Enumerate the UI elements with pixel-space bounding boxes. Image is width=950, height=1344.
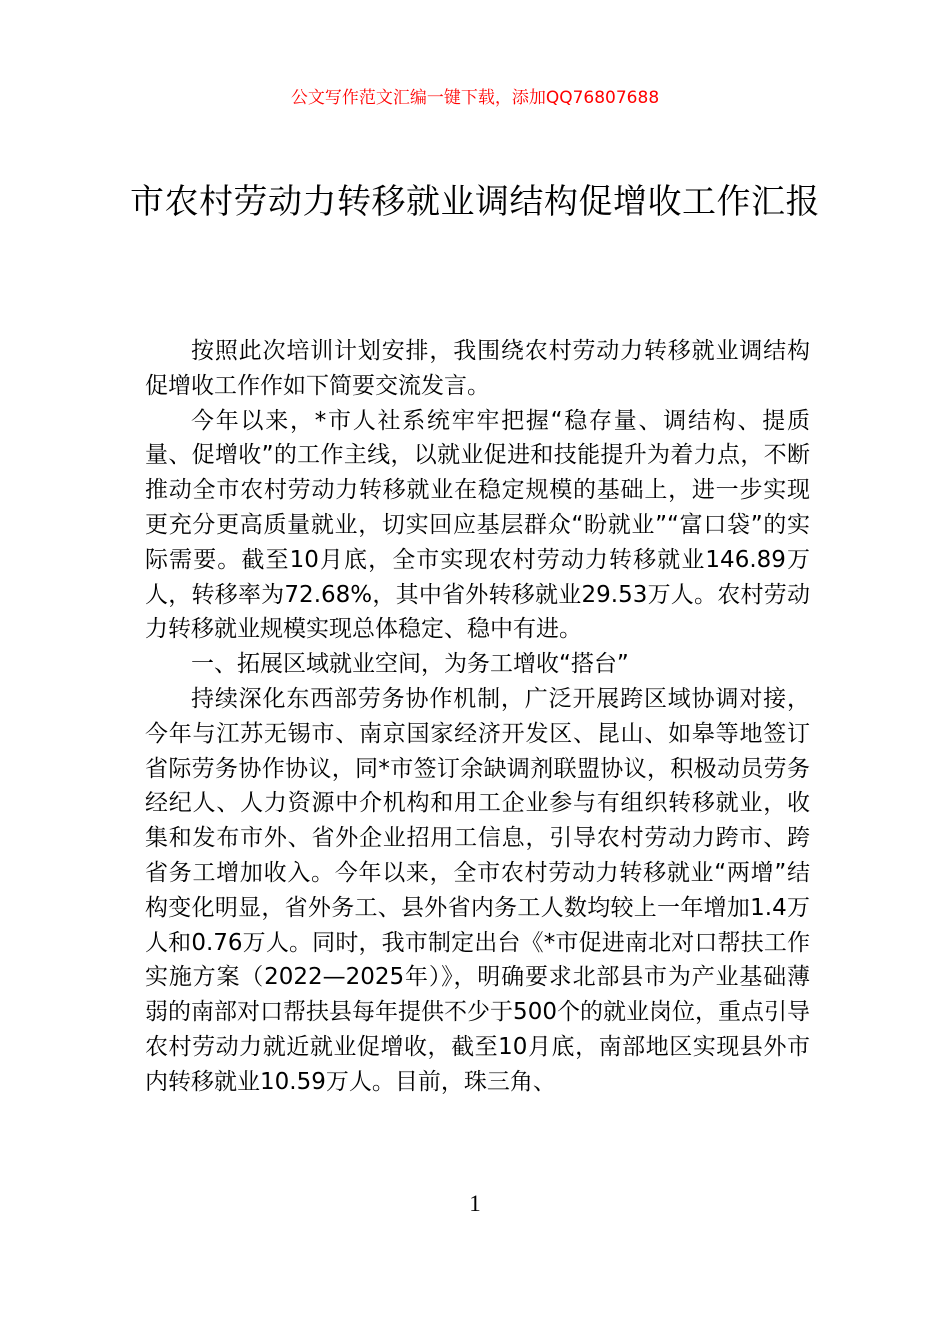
intro-paragraph: 按照此次培训计划安排，我围绕农村劳动力转移就业调结构促增收工作作如下简要交流发言。 [145, 338, 810, 399]
document-body [145, 334, 810, 1100]
section-heading: 一、拓展区域就业空间，为务工增收“搭台” [191, 651, 629, 678]
page-number: 1 [469, 1191, 481, 1216]
document-title: 市农村劳动力转移就业调结构促增收工作汇报 [130, 182, 820, 222]
download-banner: 公文写作范文汇编一键下载，添加QQ76807688 [290, 88, 660, 108]
overview-paragraph: 今年以来，*市人社系统牢牢把握“稳存量、调结构、提质量、促增收”的工作主线，以就业促进和技能提升为着力点，不断推动全市农村劳动力转移就业在稳定规模的基础上，进一步实现更充分更高质量就业，切实回应基层群众“盼就业”“富口袋”的实际需要。截至10月底，全市实现农村劳动力转移就业146.89万人，转移率为72.68%，其中省外转移就业29.53万人。农村劳动力转移就业规模实现总体稳定、稳中有进。 [145, 407, 810, 643]
section-paragraph: 持续深化东西部劳务协作机制，广泛开展跨区域协调对接，今年与江苏无锡市、南京国家经济开发区、昆山、如皋等地签订省际劳务协作协议，同*市签订余缺调剂联盟协议，积极动员劳务经纪人、人力资源中介机构和用工企业参与有组织转移就业，收集和发布市外、省外企业招用工信息，引导农村劳动力跨市、跨省务工增加收入。今年以来，全市农村劳动力转移就业“两增”结构变化明显，省外务工、县外省内务工人数均较上一年增加1.4万人和0.76万人。同时，我市制定出台《*市促进南北对口帮扶工作实施方案（2022—2025年）》，明确要求北部县市为产业基础薄弱的南部对口帮扶县每年提供不少于500个的就业岗位，重点引导农村劳动力就近就业促增收，截至10月底，南部地区实现县外市内转移就业10.59万人。目前，珠三角、 [145, 685, 810, 1095]
